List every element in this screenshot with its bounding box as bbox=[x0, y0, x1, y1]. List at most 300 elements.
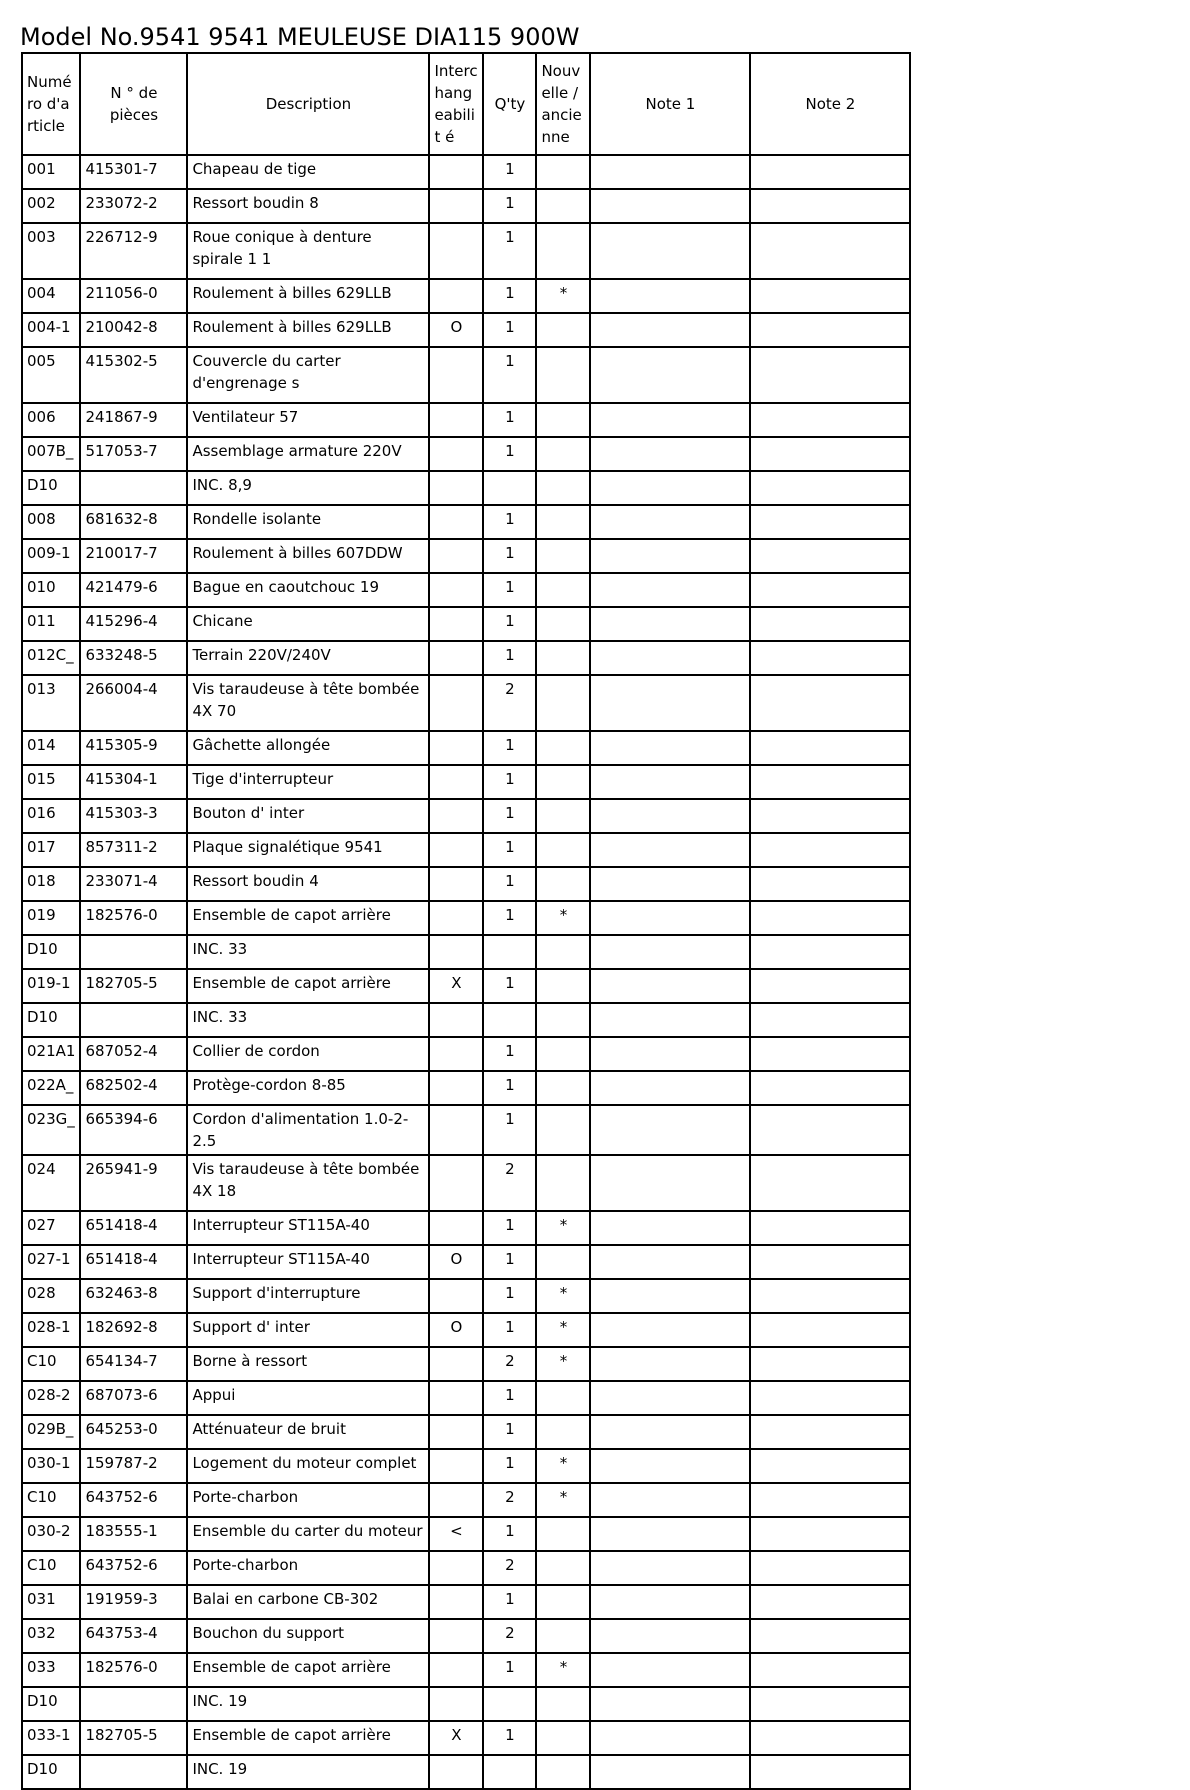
cell-note-2 bbox=[750, 1003, 910, 1037]
cell-note-2 bbox=[750, 223, 910, 279]
cell-new-old bbox=[536, 969, 590, 1003]
cell-part-number: 651418-4 bbox=[80, 1245, 187, 1279]
cell-note-2 bbox=[750, 1105, 910, 1155]
cell-quantity: 1 bbox=[483, 969, 536, 1003]
cell-new-old bbox=[536, 1245, 590, 1279]
cell-quantity: 1 bbox=[483, 437, 536, 471]
cell-note-1 bbox=[590, 969, 750, 1003]
cell-note-1 bbox=[590, 1347, 750, 1381]
cell-item-number: D10 bbox=[22, 471, 80, 505]
cell-interchangeability bbox=[429, 641, 483, 675]
table-row bbox=[22, 1449, 910, 1483]
cell-note-2 bbox=[750, 1619, 910, 1653]
cell-quantity: 1 bbox=[483, 505, 536, 539]
cell-description: INC. 8,9 bbox=[187, 471, 429, 505]
cell-interchangeability bbox=[429, 279, 483, 313]
cell-note-1 bbox=[590, 641, 750, 675]
cell-note-2 bbox=[750, 1415, 910, 1449]
cell-quantity bbox=[483, 1755, 536, 1789]
cell-item-number: 003 bbox=[22, 223, 80, 279]
cell-part-number: 643753-4 bbox=[80, 1619, 187, 1653]
cell-interchangeability bbox=[429, 607, 483, 641]
cell-new-old bbox=[536, 833, 590, 867]
cell-note-1 bbox=[590, 223, 750, 279]
cell-item-number: 021A1 bbox=[22, 1037, 80, 1071]
cell-part-number bbox=[80, 1687, 187, 1721]
cell-note-1 bbox=[590, 1619, 750, 1653]
cell-description: Assemblage armature 220V bbox=[187, 437, 429, 471]
cell-note-1 bbox=[590, 935, 750, 969]
cell-part-number: 415304-1 bbox=[80, 765, 187, 799]
cell-description: Appui bbox=[187, 1381, 429, 1415]
cell-note-1 bbox=[590, 867, 750, 901]
cell-interchangeability bbox=[429, 1619, 483, 1653]
cell-new-old bbox=[536, 505, 590, 539]
cell-note-1 bbox=[590, 1071, 750, 1105]
cell-new-old bbox=[536, 1619, 590, 1653]
cell-note-2 bbox=[750, 731, 910, 765]
table-row bbox=[22, 1105, 910, 1155]
table-row bbox=[22, 731, 910, 765]
cell-note-2 bbox=[750, 641, 910, 675]
cell-note-2 bbox=[750, 189, 910, 223]
cell-item-number: 028 bbox=[22, 1279, 80, 1313]
cell-new-old: * bbox=[536, 1279, 590, 1313]
cell-part-number: 654134-7 bbox=[80, 1347, 187, 1381]
cell-interchangeability: < bbox=[429, 1517, 483, 1551]
table-row bbox=[22, 1037, 910, 1071]
cell-description: Ressort boudin 4 bbox=[187, 867, 429, 901]
table-row bbox=[22, 607, 910, 641]
cell-quantity: 1 bbox=[483, 313, 536, 347]
cell-new-old bbox=[536, 155, 590, 189]
cell-interchangeability: O bbox=[429, 313, 483, 347]
cell-interchangeability bbox=[429, 1037, 483, 1071]
cell-note-1 bbox=[590, 1279, 750, 1313]
cell-note-2 bbox=[750, 1755, 910, 1789]
col-header-description: Description bbox=[187, 53, 429, 155]
cell-note-1 bbox=[590, 1245, 750, 1279]
cell-note-1 bbox=[590, 1483, 750, 1517]
cell-quantity bbox=[483, 471, 536, 505]
table-row bbox=[22, 1755, 910, 1789]
cell-interchangeability bbox=[429, 833, 483, 867]
cell-interchangeability bbox=[429, 1415, 483, 1449]
parts-table bbox=[21, 52, 911, 1790]
cell-interchangeability bbox=[429, 731, 483, 765]
cell-new-old bbox=[536, 1755, 590, 1789]
cell-interchangeability bbox=[429, 1071, 483, 1105]
cell-description: Vis taraudeuse à tête bombée 4X 70 bbox=[187, 675, 429, 731]
cell-new-old bbox=[536, 1551, 590, 1585]
cell-interchangeability bbox=[429, 471, 483, 505]
cell-interchangeability: X bbox=[429, 1721, 483, 1755]
cell-new-old: * bbox=[536, 1211, 590, 1245]
cell-description: Ressort boudin 8 bbox=[187, 189, 429, 223]
cell-item-number: 028-2 bbox=[22, 1381, 80, 1415]
cell-item-number: 008 bbox=[22, 505, 80, 539]
cell-note-2 bbox=[750, 969, 910, 1003]
cell-item-number: 007B_ bbox=[22, 437, 80, 471]
cell-quantity: 1 bbox=[483, 1517, 536, 1551]
cell-interchangeability bbox=[429, 155, 483, 189]
cell-interchangeability bbox=[429, 901, 483, 935]
cell-note-1 bbox=[590, 437, 750, 471]
cell-quantity: 1 bbox=[483, 189, 536, 223]
cell-note-2 bbox=[750, 765, 910, 799]
cell-note-1 bbox=[590, 675, 750, 731]
cell-note-1 bbox=[590, 765, 750, 799]
cell-quantity: 2 bbox=[483, 675, 536, 731]
cell-interchangeability bbox=[429, 1211, 483, 1245]
cell-part-number bbox=[80, 471, 187, 505]
cell-new-old bbox=[536, 641, 590, 675]
cell-description: Roue conique à denture spirale 1 1 bbox=[187, 223, 429, 279]
cell-item-number: 030-2 bbox=[22, 1517, 80, 1551]
col-header-interchangeability: Interc hang eabilit é bbox=[429, 53, 483, 155]
cell-description: Logement du moteur complet bbox=[187, 1449, 429, 1483]
cell-note-1 bbox=[590, 1755, 750, 1789]
cell-interchangeability bbox=[429, 1449, 483, 1483]
cell-part-number: 632463-8 bbox=[80, 1279, 187, 1313]
cell-note-2 bbox=[750, 833, 910, 867]
cell-note-2 bbox=[750, 1517, 910, 1551]
page-title: Model No.9541 9541 MEULEUSE DIA115 900W bbox=[20, 23, 580, 51]
cell-new-old: * bbox=[536, 279, 590, 313]
cell-new-old: * bbox=[536, 1449, 590, 1483]
cell-item-number: D10 bbox=[22, 1003, 80, 1037]
cell-note-1 bbox=[590, 189, 750, 223]
cell-item-number: 019-1 bbox=[22, 969, 80, 1003]
cell-new-old bbox=[536, 1687, 590, 1721]
cell-description: Balai en carbone CB-302 bbox=[187, 1585, 429, 1619]
cell-interchangeability bbox=[429, 1687, 483, 1721]
cell-part-number: 266004-4 bbox=[80, 675, 187, 731]
cell-part-number bbox=[80, 1755, 187, 1789]
table-row bbox=[22, 1347, 910, 1381]
table-row bbox=[22, 1071, 910, 1105]
cell-part-number: 210017-7 bbox=[80, 539, 187, 573]
cell-note-2 bbox=[750, 1245, 910, 1279]
cell-note-1 bbox=[590, 403, 750, 437]
cell-part-number: 415296-4 bbox=[80, 607, 187, 641]
cell-item-number: C10 bbox=[22, 1347, 80, 1381]
cell-part-number: 857311-2 bbox=[80, 833, 187, 867]
cell-description: INC. 33 bbox=[187, 1003, 429, 1037]
cell-part-number: 182576-0 bbox=[80, 901, 187, 935]
cell-item-number: 017 bbox=[22, 833, 80, 867]
cell-note-1 bbox=[590, 1687, 750, 1721]
cell-item-number: C10 bbox=[22, 1551, 80, 1585]
cell-item-number: D10 bbox=[22, 1687, 80, 1721]
cell-part-number: 241867-9 bbox=[80, 403, 187, 437]
cell-note-2 bbox=[750, 1687, 910, 1721]
cell-interchangeability bbox=[429, 573, 483, 607]
cell-new-old bbox=[536, 1721, 590, 1755]
cell-note-1 bbox=[590, 155, 750, 189]
cell-interchangeability: X bbox=[429, 969, 483, 1003]
cell-item-number: 012C_ bbox=[22, 641, 80, 675]
cell-interchangeability bbox=[429, 437, 483, 471]
table-row bbox=[22, 765, 910, 799]
cell-new-old bbox=[536, 313, 590, 347]
cell-interchangeability bbox=[429, 1755, 483, 1789]
cell-part-number: 643752-6 bbox=[80, 1483, 187, 1517]
cell-note-2 bbox=[750, 1037, 910, 1071]
cell-item-number: 006 bbox=[22, 403, 80, 437]
cell-quantity: 1 bbox=[483, 1211, 536, 1245]
cell-part-number: 645253-0 bbox=[80, 1415, 187, 1449]
cell-item-number: 033 bbox=[22, 1653, 80, 1687]
table-row bbox=[22, 223, 910, 279]
cell-note-1 bbox=[590, 279, 750, 313]
cell-quantity: 1 bbox=[483, 1721, 536, 1755]
cell-part-number: 651418-4 bbox=[80, 1211, 187, 1245]
cell-new-old: * bbox=[536, 1483, 590, 1517]
cell-part-number: 182705-5 bbox=[80, 1721, 187, 1755]
cell-quantity bbox=[483, 1687, 536, 1721]
cell-item-number: 022A_ bbox=[22, 1071, 80, 1105]
cell-interchangeability bbox=[429, 1003, 483, 1037]
table-row bbox=[22, 1245, 910, 1279]
cell-part-number bbox=[80, 1003, 187, 1037]
table-row bbox=[22, 1279, 910, 1313]
cell-note-2 bbox=[750, 1071, 910, 1105]
cell-note-1 bbox=[590, 1517, 750, 1551]
cell-new-old bbox=[536, 799, 590, 833]
cell-note-1 bbox=[590, 1211, 750, 1245]
cell-interchangeability bbox=[429, 1347, 483, 1381]
cell-quantity: 1 bbox=[483, 1653, 536, 1687]
cell-note-2 bbox=[750, 1381, 910, 1415]
cell-new-old bbox=[536, 573, 590, 607]
cell-description: Ensemble de capot arrière bbox=[187, 1653, 429, 1687]
cell-part-number: 211056-0 bbox=[80, 279, 187, 313]
cell-item-number: 027-1 bbox=[22, 1245, 80, 1279]
cell-description: Support d' inter bbox=[187, 1313, 429, 1347]
cell-part-number: 415301-7 bbox=[80, 155, 187, 189]
cell-note-2 bbox=[750, 935, 910, 969]
cell-note-1 bbox=[590, 833, 750, 867]
cell-quantity: 2 bbox=[483, 1619, 536, 1653]
cell-note-1 bbox=[590, 1721, 750, 1755]
cell-item-number: 027 bbox=[22, 1211, 80, 1245]
cell-note-2 bbox=[750, 437, 910, 471]
cell-new-old bbox=[536, 1155, 590, 1211]
cell-description: Ensemble de capot arrière bbox=[187, 969, 429, 1003]
cell-note-1 bbox=[590, 1585, 750, 1619]
cell-quantity: 1 bbox=[483, 573, 536, 607]
cell-quantity: 1 bbox=[483, 223, 536, 279]
cell-note-1 bbox=[590, 901, 750, 935]
cell-quantity: 1 bbox=[483, 347, 536, 403]
table-row bbox=[22, 279, 910, 313]
cell-quantity: 1 bbox=[483, 403, 536, 437]
cell-note-2 bbox=[750, 403, 910, 437]
cell-new-old bbox=[536, 1105, 590, 1155]
cell-quantity: 1 bbox=[483, 867, 536, 901]
cell-interchangeability bbox=[429, 799, 483, 833]
cell-part-number: 191959-3 bbox=[80, 1585, 187, 1619]
cell-item-number: 023G_ bbox=[22, 1105, 80, 1155]
cell-new-old bbox=[536, 675, 590, 731]
cell-part-number: 687073-6 bbox=[80, 1381, 187, 1415]
cell-note-2 bbox=[750, 313, 910, 347]
cell-description: Ensemble de capot arrière bbox=[187, 901, 429, 935]
cell-part-number: 415303-3 bbox=[80, 799, 187, 833]
cell-quantity: 1 bbox=[483, 1449, 536, 1483]
cell-part-number: 665394-6 bbox=[80, 1105, 187, 1155]
cell-new-old bbox=[536, 189, 590, 223]
cell-description: Borne à ressort bbox=[187, 1347, 429, 1381]
cell-item-number: D10 bbox=[22, 1755, 80, 1789]
cell-note-2 bbox=[750, 279, 910, 313]
cell-description: Ensemble de capot arrière bbox=[187, 1721, 429, 1755]
cell-note-1 bbox=[590, 471, 750, 505]
table-row bbox=[22, 189, 910, 223]
cell-quantity: 1 bbox=[483, 901, 536, 935]
cell-interchangeability bbox=[429, 1155, 483, 1211]
cell-part-number: 643752-6 bbox=[80, 1551, 187, 1585]
cell-interchangeability bbox=[429, 505, 483, 539]
cell-interchangeability: O bbox=[429, 1313, 483, 1347]
table-row bbox=[22, 505, 910, 539]
cell-note-1 bbox=[590, 731, 750, 765]
cell-part-number: 226712-9 bbox=[80, 223, 187, 279]
cell-new-old: * bbox=[536, 1313, 590, 1347]
cell-new-old bbox=[536, 1071, 590, 1105]
cell-note-1 bbox=[590, 1449, 750, 1483]
cell-item-number: 011 bbox=[22, 607, 80, 641]
col-header-note-1: Note 1 bbox=[590, 53, 750, 155]
cell-note-2 bbox=[750, 573, 910, 607]
cell-note-2 bbox=[750, 799, 910, 833]
cell-part-number bbox=[80, 935, 187, 969]
table-row bbox=[22, 403, 910, 437]
cell-quantity: 1 bbox=[483, 833, 536, 867]
header-row bbox=[22, 53, 910, 155]
cell-item-number: 013 bbox=[22, 675, 80, 731]
cell-new-old: * bbox=[536, 1653, 590, 1687]
cell-item-number: 015 bbox=[22, 765, 80, 799]
cell-interchangeability bbox=[429, 403, 483, 437]
cell-note-2 bbox=[750, 867, 910, 901]
cell-note-1 bbox=[590, 607, 750, 641]
cell-quantity: 1 bbox=[483, 279, 536, 313]
cell-quantity: 1 bbox=[483, 641, 536, 675]
col-header-note-2: Note 2 bbox=[750, 53, 910, 155]
table-row bbox=[22, 1721, 910, 1755]
cell-part-number: 633248-5 bbox=[80, 641, 187, 675]
cell-new-old bbox=[536, 223, 590, 279]
col-header-new-old: Nouv elle / ancie nne bbox=[536, 53, 590, 155]
cell-description: Terrain 220V/240V bbox=[187, 641, 429, 675]
cell-note-1 bbox=[590, 1551, 750, 1585]
cell-note-1 bbox=[590, 1105, 750, 1155]
table-row bbox=[22, 1517, 910, 1551]
cell-quantity: 1 bbox=[483, 799, 536, 833]
cell-part-number: 682502-4 bbox=[80, 1071, 187, 1105]
cell-description: Chicane bbox=[187, 607, 429, 641]
cell-interchangeability bbox=[429, 1381, 483, 1415]
cell-part-number: 421479-6 bbox=[80, 573, 187, 607]
cell-part-number: 210042-8 bbox=[80, 313, 187, 347]
table-row bbox=[22, 1585, 910, 1619]
cell-quantity: 1 bbox=[483, 1279, 536, 1313]
cell-description: Gâchette allongée bbox=[187, 731, 429, 765]
cell-quantity: 1 bbox=[483, 607, 536, 641]
table-row bbox=[22, 347, 910, 403]
cell-quantity: 1 bbox=[483, 1415, 536, 1449]
cell-description: Bouton d' inter bbox=[187, 799, 429, 833]
cell-note-2 bbox=[750, 675, 910, 731]
table-row bbox=[22, 969, 910, 1003]
cell-new-old bbox=[536, 471, 590, 505]
cell-interchangeability bbox=[429, 867, 483, 901]
table-row bbox=[22, 471, 910, 505]
cell-description: Bague en caoutchouc 19 bbox=[187, 573, 429, 607]
cell-quantity: 1 bbox=[483, 539, 536, 573]
cell-note-2 bbox=[750, 1279, 910, 1313]
table-row bbox=[22, 1687, 910, 1721]
cell-new-old: * bbox=[536, 1347, 590, 1381]
cell-note-2 bbox=[750, 1313, 910, 1347]
cell-quantity: 1 bbox=[483, 1313, 536, 1347]
cell-note-1 bbox=[590, 799, 750, 833]
cell-interchangeability bbox=[429, 1105, 483, 1155]
cell-note-1 bbox=[590, 1003, 750, 1037]
cell-description: Roulement à billes 629LLB bbox=[187, 313, 429, 347]
cell-item-number: 009-1 bbox=[22, 539, 80, 573]
cell-description: Interrupteur ST115A-40 bbox=[187, 1245, 429, 1279]
cell-note-1 bbox=[590, 1313, 750, 1347]
cell-description: Collier de cordon bbox=[187, 1037, 429, 1071]
cell-quantity: 2 bbox=[483, 1551, 536, 1585]
table-row bbox=[22, 1551, 910, 1585]
cell-interchangeability bbox=[429, 539, 483, 573]
cell-interchangeability: O bbox=[429, 1245, 483, 1279]
table-row bbox=[22, 1211, 910, 1245]
cell-item-number: 032 bbox=[22, 1619, 80, 1653]
cell-new-old: * bbox=[536, 901, 590, 935]
cell-part-number: 182692-8 bbox=[80, 1313, 187, 1347]
cell-description: Couvercle du carter d'engrenage s bbox=[187, 347, 429, 403]
table-row bbox=[22, 1155, 910, 1211]
cell-new-old bbox=[536, 1037, 590, 1071]
table-row bbox=[22, 867, 910, 901]
cell-item-number: D10 bbox=[22, 935, 80, 969]
parts-table-body bbox=[22, 155, 910, 1789]
cell-note-2 bbox=[750, 1449, 910, 1483]
col-header-part-number: N ° de pièces bbox=[80, 53, 187, 155]
cell-interchangeability bbox=[429, 1551, 483, 1585]
cell-part-number: 517053-7 bbox=[80, 437, 187, 471]
cell-item-number: 004 bbox=[22, 279, 80, 313]
cell-description: Ventilateur 57 bbox=[187, 403, 429, 437]
cell-description: Tige d'interrupteur bbox=[187, 765, 429, 799]
cell-new-old bbox=[536, 437, 590, 471]
table-row bbox=[22, 935, 910, 969]
cell-note-2 bbox=[750, 1721, 910, 1755]
cell-quantity: 1 bbox=[483, 1105, 536, 1155]
cell-description: Vis taraudeuse à tête bombée 4X 18 bbox=[187, 1155, 429, 1211]
cell-part-number: 415305-9 bbox=[80, 731, 187, 765]
cell-item-number: C10 bbox=[22, 1483, 80, 1517]
cell-interchangeability bbox=[429, 765, 483, 799]
table-row bbox=[22, 1483, 910, 1517]
cell-note-2 bbox=[750, 1211, 910, 1245]
cell-part-number: 182705-5 bbox=[80, 969, 187, 1003]
